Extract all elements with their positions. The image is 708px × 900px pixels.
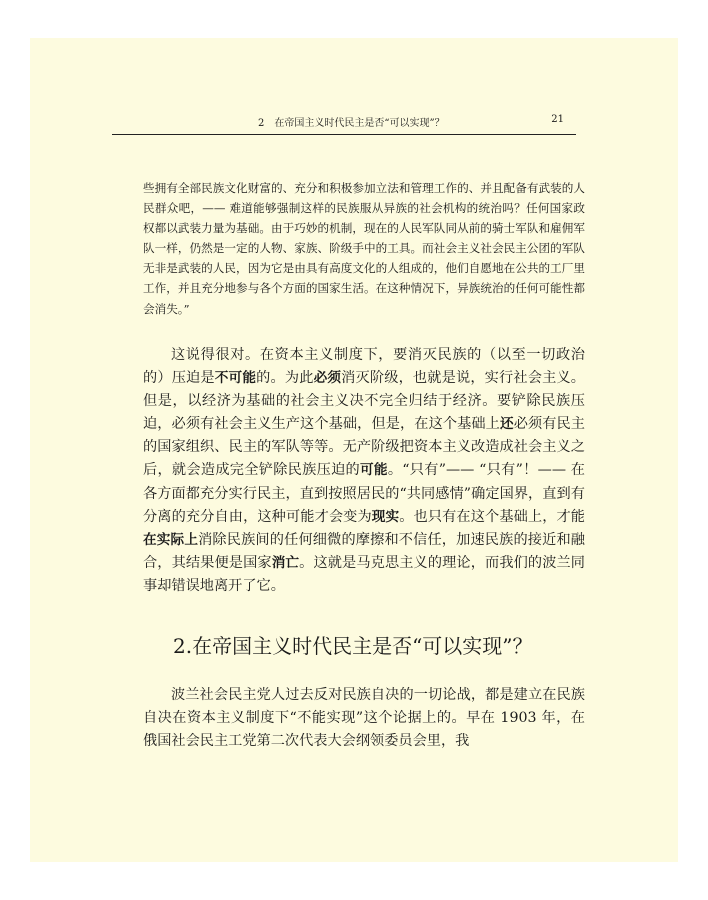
- body-paragraph-2: [143, 684, 585, 753]
- block-quote: [143, 178, 585, 319]
- paragraph-text: 波兰社会民主党人过去反对民族自决的一切论战，都是建立在民族自决在资本主义制度下“不能实现”这个论据上的。早在 1903 年，在俄国社会民主工党第二次代表大会纲领委员会里，我: [143, 687, 585, 750]
- page-header: [112, 110, 576, 135]
- emphasis: 消亡: [271, 554, 300, 571]
- paragraph-text: [143, 344, 585, 598]
- quote-text: 些拥有全部民族文化财富的、充分和积极参加立法和管理工作的、并且配备有武装的人民群众吧，—— 难道能够强制这样的民族服从异族的社会机构的统治吗？任何国家政权都以武装力量为基础。由于巧妙的机制，现在的人民军队同从前的骑士军队和雇佣军队一样，仍然是一定的人物、家族、阶级手中的工具。而社会主义社会民主公团的军队无非是武装的人民，因为它是由具有高度文化的人组成的，他们自愿地在公共的工厂里工作，并且充分地参与各个方面的国家生活。在这种情况下，异族统治的任何可能性都会消失。”: [143, 181, 585, 316]
- text-run: 的。为此: [256, 370, 314, 387]
- emphasis: 不可能: [214, 370, 257, 387]
- emphasis: 现实: [371, 508, 400, 525]
- running-title: 2 在帝国主义时代民主是否“可以实现”？: [258, 118, 445, 129]
- emphasis: 必须: [313, 370, 342, 387]
- emphasis: 在实际上: [143, 531, 199, 548]
- text-run: 这说得很对。在资本主义制度下，要消灭民族的（以至一切政治的）压迫是: [143, 347, 585, 387]
- text-run: 。这就是马克思主义的理论，而我们的波兰同事却错误地离开了它。: [143, 554, 585, 594]
- emphasis: 还: [499, 416, 514, 433]
- text-run: 消除民族间的任何细微的摩擦和不信任，加速民族的接近和融合，其结果便是国家: [143, 531, 585, 571]
- text-run: 。也只有在这个基础上，才能: [399, 508, 585, 525]
- emphasis: 可能: [360, 462, 388, 479]
- section-heading: 2.在帝国主义时代民主是否“可以实现”？: [173, 634, 533, 658]
- page-number: 21: [551, 114, 564, 125]
- text-run: 必须有民主的国家组织、民主的军队等等。无产阶级把资本主义改造成社会主义之后，就会造成完全铲除民族压迫的: [143, 416, 585, 479]
- text-run: 。“只有”—— “只有”！—— 在各方面都充分实行民主，直到按照居民的“共同感情”确定国界，直到有分离的充分自由，这种可能才会变为: [143, 462, 585, 525]
- body-paragraph-1: [143, 344, 585, 598]
- text-run: 消灭阶级，也就是说，实行社会主义。但是，以经济为基础的社会主义决不完全归结于经济。要铲除民族压迫，必须有社会主义生产这个基础，但是，在这个基础上: [143, 370, 585, 433]
